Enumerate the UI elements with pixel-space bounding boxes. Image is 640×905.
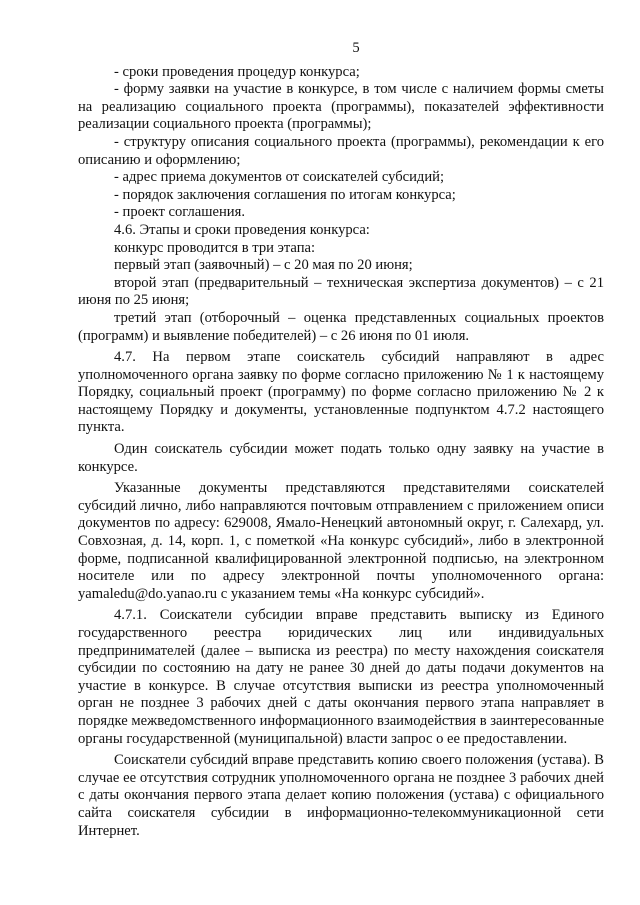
paragraph-2: - форму заявки на участие в конкурсе, в том числе с наличием формы сметы на реализацию социального проекта (программы), показателей эффективности реализации социального проекта (программы); <box>78 81 604 133</box>
paragraph-16: Соискатели субсидий вправе представить копию своего положения (устава). В случае ее отсутствия сотрудник уполномоченного органа не позднее 3 рабочих дней с даты окончания первого этапа делает копию положения (устава) с официального сайта соискателя субсидии в информационно-телекоммуникационной сети Интернет. <box>78 752 604 839</box>
page-number: 5 <box>352 40 360 56</box>
paragraph-4: - адрес приема документов от соискателей субсидий; <box>114 169 445 186</box>
paragraph-8: конкурс проводится в три этапа: <box>114 239 316 256</box>
paragraph-3: - структуру описания социального проекта (программы), рекомендации к его описанию и оформлению; <box>78 133 604 168</box>
paragraph-6: - проект соглашения. <box>114 204 245 221</box>
paragraph-14: Указанные документы представляются представителями соискателей субсидий лично, либо направляются почтовым отправлением с приложением описи документов по адресу: 629008, Ямало-Ненецкий автономный округ, г. Салехард, ул. Совхозная, д. 14, корп. 1, с пометкой «На конкурс субсидий», либо в электронной форме, подписанной квалифицированной электронной подписью, на электронном носителе или по адресу электронной почты уполномоченного органа: yamaledu@do.yanao.ru с указанием темы «На конкурс субсидий». <box>78 480 604 602</box>
paragraph-10: второй этап (предварительный – техническая экспертиза документов) – с 21 июня по 25 июня; <box>78 274 604 309</box>
paragraph-9: первый этап (заявочный) – с 20 мая по 20 июня; <box>114 257 413 274</box>
paragraph-12: 4.7. На первом этапе соискатель субсидий направляют в адрес уполномоченного органа заявку по форме согласно приложению № 1 к настоящему Порядку, социальный проект (программу) по форме согласно приложению № 2 к настоящему Порядку и документы, установленные подпунктом 4.7.2 настоящего пункта. <box>78 349 604 436</box>
paragraph-7: 4.6. Этапы и сроки проведения конкурса: <box>114 221 370 238</box>
paragraph-11: третий этап (отборочный – оценка представленных социальных проектов (программ) и выявление победителей) – с 26 июня по 01 июля. <box>78 309 604 344</box>
paragraph-5: - порядок заключения соглашения по итогам конкурса; <box>114 186 456 203</box>
paragraph-15: 4.7.1. Соискатели субсидии вправе представить выписку из Единого государственного реестра юридических лиц или индивидуальных предпринимателей (далее – выписка из реестра) по месту нахождения соискателя субсидии по состоянию на дату не ранее 30 дней до даты подачи документов на участие в конкурсе. В случае отсутствия выписки из реестра уполномоченный орган не позднее 3 рабочих дней с даты окончания первого этапа направляет в порядке межведомственного информационного взаимодействия в заинтересованные органы государственной (муниципальной) власти запрос о ее предоставлении. <box>78 607 604 747</box>
paragraph-1: - сроки проведения процедур конкурса; <box>114 63 360 80</box>
paragraph-13: Один соискатель субсидии может подать только одну заявку на участие в конкурсе. <box>78 441 604 475</box>
